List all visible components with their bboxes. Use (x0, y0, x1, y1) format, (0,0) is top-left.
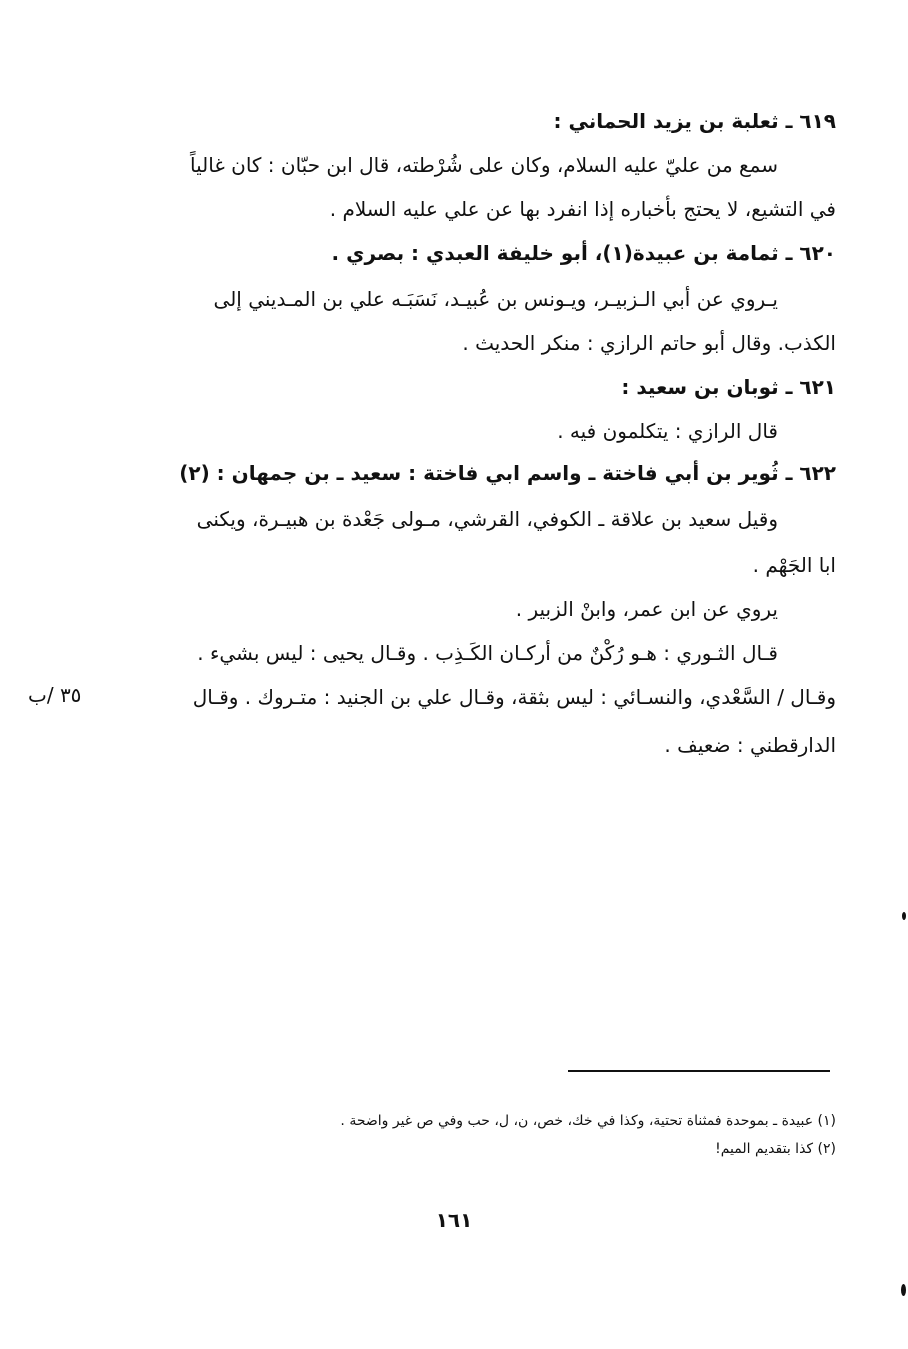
entry-622-line-1: وقيل سعيد بن علاقة ـ الكوفي، القرشي، مـولى جَعْدة بن هبيـرة، ويكنى (196, 507, 778, 531)
entry-622-line-3: يروي عن ابن عمر، وابنْ الزبير . (515, 597, 778, 621)
entry-619-line-2: في التشيع، لا يحتج بأخباره إذا انفرد بها عن علي عليه السلام . (329, 197, 836, 221)
footnote-separator (568, 1070, 830, 1072)
entry-heading-621: ٦٢١ ـ ثوبان بن سعيد : (621, 375, 836, 399)
entry-620-line-1: يـروي عن أبي الـزبيـر، ويـونس بن عُبيـد، نَسَبَـه علي بن المـديني إلى (213, 287, 778, 311)
scan-speck (901, 1284, 906, 1296)
entry-622-line-5: وقـال / السَّعْدي، والنسـائي : ليس بثقة، وقـال علي بن الجنيد : متـروك . وقـال (192, 685, 836, 709)
entry-heading-619: ٦١٩ ـ ثعلبة بن يزيد الحماني : (553, 109, 836, 133)
entry-620-line-2: الكذب. وقال أبو حاتم الرازي : منكر الحديث . (462, 331, 836, 355)
scan-speck (902, 912, 906, 920)
entry-621-line-1: قال الرازي : يتكلمون فيه . (557, 419, 778, 443)
entry-heading-622: ٦٢٢ ـ ثُوير بن أبي فاختة ـ واسم ابي فاختة : سعيد ـ بن جمهان : (٢) (179, 461, 836, 485)
entry-619-line-1: سمع من عليّ عليه السلام، وكان على شُرْطته، قال ابن حبّان : كان غالياً (190, 153, 778, 177)
footnote-2: (٢) كذا بتقديم الميم! (715, 1141, 836, 1157)
entry-622-line-2: ابا الجَهْم . (752, 553, 836, 577)
folio-margin-note: ٣٥ /ب (28, 683, 82, 707)
footnote-1: (١) عبيدة ـ بموحدة فمثناة تحتية، وكذا في خك، خص، ن، ل، حب وفي ص غير واضحة . (340, 1113, 836, 1129)
entry-622-line-4: قـال الثـوري : هـو رُكْنٌ من أركـان الكَـذِب . وقـال يحيى : ليس بشيء . (197, 641, 778, 665)
entry-622-line-6: الدارقطني : ضعيف . (664, 733, 836, 757)
page-number: ١٦١ (435, 1208, 473, 1232)
entry-heading-620: ٦٢٠ ـ ثمامة بن عبيدة(١)، أبو خليفة العبدي : بصري . (331, 241, 836, 265)
